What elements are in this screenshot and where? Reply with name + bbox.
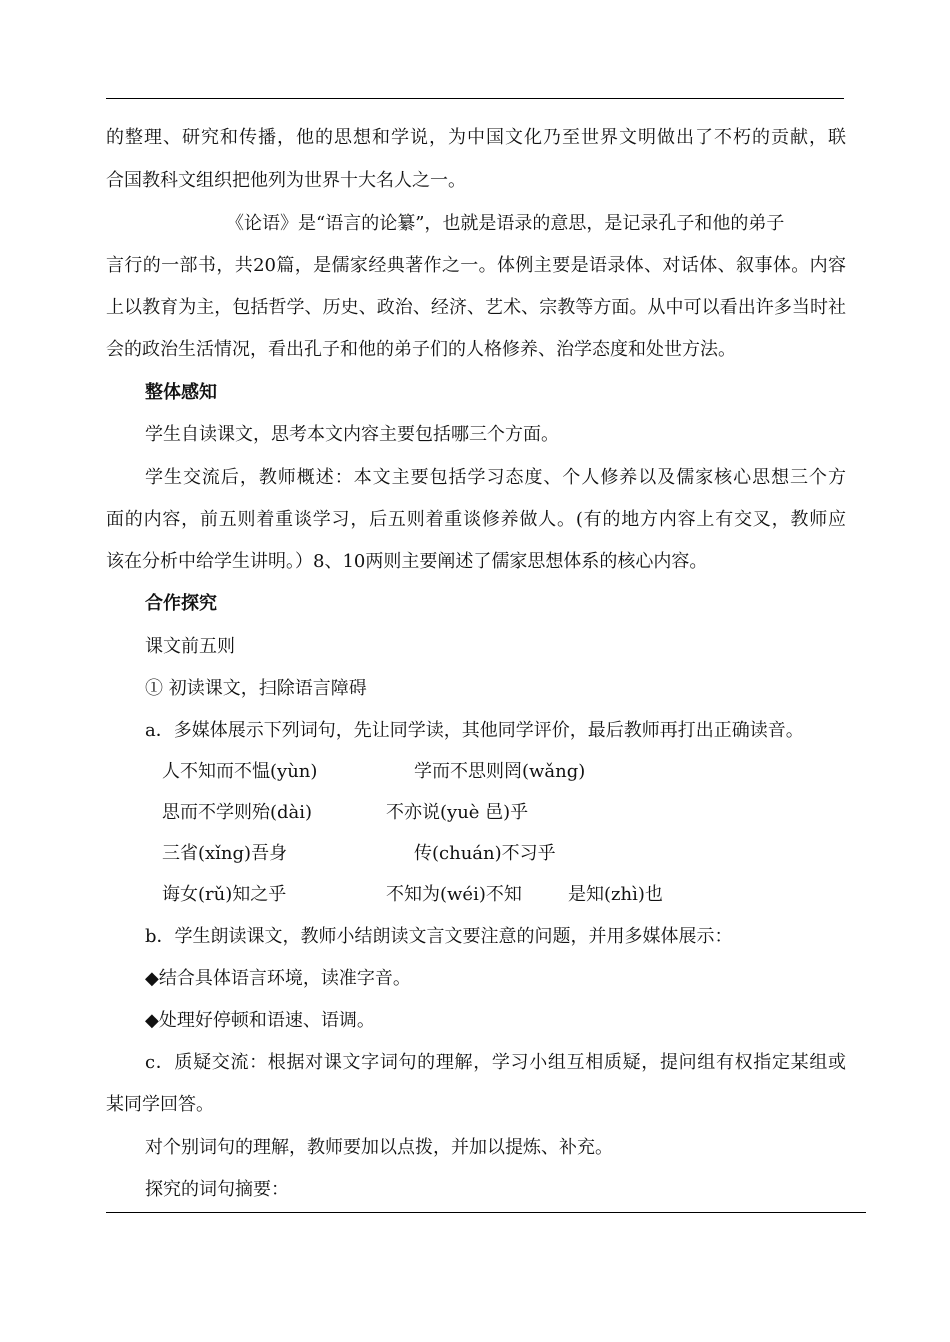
paragraph-line: 学生自读课文，思考本文内容主要包括哪三个方面。 [145,424,559,445]
paragraph-line: 会的政治生活情况，看出孔子和他的弟子们的人格修养、治学态度和处世方法。 [106,339,736,360]
subheading: 课文前五则 [145,636,235,657]
vocab-item: 三省(xǐng)吾身 [162,843,288,864]
vocab-item: 传(chuán)不习乎 [414,843,556,864]
paragraph-line: 合国教科文组织把他列为世界十大名人之一。 [106,170,466,191]
step-item: a．多媒体展示下列词句，先让同学读，其他同学评价，最后教师再打出正确读音。 [145,720,804,741]
paragraph-line: 学生交流后，教师概述：本文主要包括学习态度、个人修养以及儒家核心思想三个方 [145,467,846,488]
vocab-item: 不知为(wéi)不知 [386,884,522,905]
section-heading-overall: 整体感知 [145,382,217,403]
vocab-item: 思而不学则殆(dài) [162,802,313,823]
step-item: ① 初读课文，扫除语言障碍 [145,678,367,699]
bullet-item: ◆处理好停顿和语速、语调。 [145,1010,375,1031]
bullet-item: ◆结合具体语言环境，读准字音。 [145,968,411,989]
paragraph-line: 某同学回答。 [106,1094,214,1115]
vocab-item: 诲女(rǔ)知之乎 [162,884,287,905]
step-item: c．质疑交流：根据对课文字词句的理解，学习小组互相质疑，提问组有权指定某组或 [145,1052,846,1073]
paragraph-line: 探究的词句摘要： [145,1179,289,1200]
paragraph-line: 的整理、研究和传播，他的思想和学说，为中国文化乃至世界文明做出了不朽的贡献，联 [106,127,846,148]
paragraph-line: 言行的一部书，共20篇，是儒家经典著作之一。体例主要是语录体、对话体、叙事体。内容 [106,255,846,276]
vocab-item: 是知(zhì)也 [568,884,663,905]
paragraph-line: 面的内容，前五则着重谈学习，后五则着重谈修养做人。(有的地方内容上有交叉，教师应 [106,509,846,530]
footer-rule [106,1212,866,1213]
vocab-item: 不亦说(yuè 邑)乎 [386,802,529,823]
step-item: b．学生朗读课文，教师小结朗读文言文要注意的问题，并用多媒体展示： [145,926,733,947]
vocab-item: 学而不思则罔(wǎng) [414,761,586,782]
paragraph-line: 《论语》是“语言的论纂”，也就是语录的意思，是记录孔子和他的弟子 [226,213,785,234]
paragraph-line: 该在分析中给学生讲明。）8、10两则主要阐述了儒家思想体系的核心内容。 [106,551,708,572]
vocab-item: 人不知而不愠(yùn) [162,761,318,782]
header-rule [106,98,844,99]
section-heading-cooperation: 合作探究 [145,593,217,614]
paragraph-line: 上以教育为主，包括哲学、历史、政治、经济、艺术、宗教等方面。从中可以看出许多当时社 [106,297,846,318]
paragraph-line: 对个别词句的理解，教师要加以点拨，并加以提炼、补充。 [145,1137,613,1158]
